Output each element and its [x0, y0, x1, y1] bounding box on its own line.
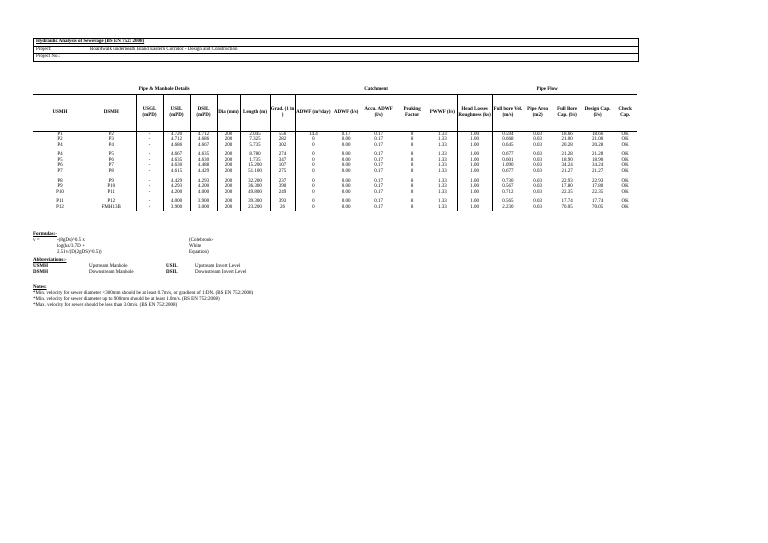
table-cell: OK	[621, 152, 629, 158]
formulas-heading: Formulas:-	[33, 232, 57, 237]
col-adwf: ADWF (m³/day)	[295, 94, 331, 131]
note-item: *Min. velocity for sewer diameter <300mm should be at least 0.7m/s, or gradient of 1:DN. (BS EN 752:2008)	[33, 291, 254, 296]
table-cell: 4.712	[190, 131, 217, 137]
table-cell: -	[136, 152, 163, 158]
table-cell: 3.900	[190, 199, 217, 205]
table-cell: 200	[217, 137, 240, 143]
table-cell: 21.00	[561, 137, 573, 143]
table-cell: 0.17	[374, 189, 383, 195]
table-cell: 1.00	[457, 205, 492, 211]
table-cell: 0.601	[502, 157, 514, 163]
table-cell: P5	[57, 157, 63, 163]
table-cell: 4.686	[163, 143, 190, 149]
column-header-row	[33, 94, 637, 131]
table-cell: 302	[270, 143, 295, 149]
table-cell: 1.33	[428, 152, 457, 158]
sheet-title: Hydraulic Analysis of Sewerage (BS EN 752: 2008)	[36, 39, 145, 44]
table-cell: 0.17	[374, 205, 383, 211]
col-peaking-factor: Peaking Factor	[396, 94, 428, 131]
table-cell: 275	[270, 169, 295, 175]
table-cell: 0.00	[341, 169, 351, 175]
hydraulic-table	[33, 87, 637, 211]
table-cell: 5.735	[240, 143, 270, 149]
table-cell: 556	[270, 131, 295, 137]
table-cell: 8	[410, 199, 414, 205]
table-cell: 1.33	[428, 158, 457, 164]
table-cell: 7.325	[240, 137, 270, 143]
table-cell: OK	[621, 157, 629, 163]
col-pwwf: PWWF (l/s)	[428, 94, 457, 131]
table-cell: P4	[108, 142, 114, 148]
table-cell: 0	[312, 199, 315, 205]
table-cell: 0.17	[374, 178, 383, 184]
table-cell: OK	[621, 184, 629, 190]
col-design-cap: Design Cap. (l/s)	[582, 94, 613, 131]
table-cell: 0.03	[533, 189, 542, 195]
table-cell: 0.712	[502, 189, 514, 195]
table-cell: P10	[107, 184, 116, 190]
project-label: Project:	[36, 46, 52, 52]
abbr-dsil: DSIL	[166, 270, 178, 275]
table-cell: 17.74	[591, 199, 604, 205]
abbr-usmh: USMH	[33, 264, 48, 269]
table-cell: 8	[410, 205, 414, 211]
table-cell: 8	[410, 157, 414, 163]
title-block	[33, 38, 639, 62]
col-head-losses: Head Losses Roughness (ks)	[457, 94, 492, 131]
formulas-section	[33, 232, 214, 255]
table-cell: 2.045	[240, 131, 270, 137]
table-cell: 4.293	[163, 184, 190, 190]
table-cell: 0.03	[533, 205, 542, 211]
table-cell: 200	[217, 143, 240, 149]
table-cell: 20.28	[591, 142, 604, 148]
table-cell: 0.03	[533, 137, 542, 143]
table-cell: P6	[108, 157, 114, 163]
table-cell: 0.17	[374, 157, 383, 163]
table-cell: 8	[410, 163, 414, 169]
table-cell: 200	[217, 205, 240, 211]
table-cell: P4	[57, 142, 63, 148]
table-cell: 20.28	[561, 142, 573, 148]
table-cell: 4.720	[163, 131, 190, 137]
note-item: *Min. velocity for sewer diameter up to 900mm should be at least 1.0m/s. (BS EN 752:2008)	[33, 297, 220, 302]
table-cell: 1.33	[428, 169, 457, 175]
col-check-cap: Check Cap.	[613, 94, 637, 131]
table-cell: 18.66	[591, 131, 604, 137]
table-cell: 1.00	[457, 137, 492, 143]
table-cell: 200	[217, 199, 240, 205]
table-cell: 1.090	[502, 163, 514, 169]
table-cell: 70.05	[591, 205, 604, 211]
table-cell: 1.33	[428, 179, 457, 185]
table-cell: 8	[410, 189, 414, 195]
table-cell: 34.24	[561, 163, 573, 169]
table-cell: P6	[57, 163, 63, 169]
table-cell: 18.90	[561, 157, 573, 163]
col-accu-adwf: Accu. ADWF (l/s)	[361, 94, 396, 131]
table-cell: P3	[108, 137, 114, 143]
table-cell: OK	[621, 137, 629, 143]
table-cell: 3.900	[163, 205, 190, 211]
table-cell: -	[136, 190, 163, 196]
col-adwf-ls: ADWF (l/s)	[331, 94, 361, 131]
table-cell: -	[136, 137, 163, 143]
table-cell: -	[136, 169, 163, 175]
table-cell: 1.33	[428, 190, 457, 196]
table-cell: P10	[56, 189, 64, 195]
table-cell: 22.93	[591, 178, 604, 184]
table-cell: 0.567	[502, 184, 514, 190]
table-cell: FMH13B	[101, 205, 121, 211]
table-cell: 51.100	[240, 169, 270, 175]
table-cell: 4.488	[190, 163, 217, 169]
table-cell: 1.33	[428, 199, 457, 205]
table-cell: 4.200	[163, 190, 190, 196]
table-cell: 4.293	[190, 179, 217, 185]
table-cell: 0	[312, 205, 315, 211]
col-full-bore-cap: Full Bore Cap. (l/s)	[552, 94, 582, 131]
col-dsmh: DSMH	[87, 94, 136, 131]
table-cell: 0.00	[341, 142, 351, 148]
table-cell: 200	[217, 163, 240, 169]
table-cell: 32.200	[240, 179, 270, 185]
col-dia: Dia (mm)	[217, 94, 240, 131]
table-cell: 4.630	[163, 163, 190, 169]
table-cell: 17.74	[561, 199, 573, 205]
table-cell: 8	[410, 152, 414, 158]
table-cell: 200	[217, 169, 240, 175]
table-cell: 390	[270, 184, 295, 190]
table-cell: 0.594	[502, 131, 514, 137]
table-row	[33, 205, 637, 211]
abbr-dsmh-desc: Downstream Manhole	[89, 270, 134, 275]
table-cell: 21.27	[591, 169, 604, 175]
table-cell: 4.000	[163, 199, 190, 205]
table-cell: 0.03	[533, 152, 542, 158]
table-cell: 1.33	[428, 143, 457, 149]
table-cell: 0.17	[374, 169, 383, 175]
table-cell: 0.565	[502, 199, 514, 205]
table-cell: P5	[108, 152, 114, 158]
abbr-dsmh: DSMH	[33, 270, 48, 275]
worksheet	[33, 38, 673, 211]
table-cell: 8	[410, 169, 414, 175]
formula-expression: -(8gDs)^0.5 x log(ks/3.7D + 2.51v/(D(2gDS)^0.5))	[57, 238, 102, 255]
table-cell: 8	[410, 131, 414, 137]
table-cell: 0.17	[374, 142, 383, 148]
table-cell: 4.000	[190, 190, 217, 196]
table-cell: 0.00	[341, 184, 351, 190]
table-cell: 0.17	[341, 131, 351, 137]
table-cell: 0.03	[533, 178, 542, 184]
table-cell: 1.00	[457, 158, 492, 164]
formula-lhs: v =	[33, 238, 40, 243]
table-cell: 0.00	[341, 189, 351, 195]
table-cell: P8	[108, 169, 114, 175]
table-cell: 0.17	[374, 152, 383, 158]
table-cell: -	[136, 179, 163, 185]
table-cell: 39.300	[240, 199, 270, 205]
table-cell: 1.33	[428, 137, 457, 143]
table-cell: 1.00	[457, 190, 492, 196]
table-cell: 1.00	[457, 152, 492, 158]
table-cell: 1.33	[428, 205, 457, 211]
abbr-usil: USIL	[166, 264, 178, 269]
note-item: *Max. velocity for sewer should be less than 3.0m/s. (BS EN 752:2008)	[33, 303, 178, 308]
table-cell: 70.05	[561, 205, 573, 211]
table-cell: 0.03	[533, 163, 542, 169]
table-cell: 0.00	[341, 163, 351, 169]
table-cell: P7	[57, 169, 63, 175]
table-cell: 4.630	[190, 158, 217, 164]
col-full-bore-vel: Full bore Vel. (m/s)	[492, 94, 523, 131]
table-cell: 1.33	[428, 131, 457, 137]
project-row	[34, 46, 638, 54]
table-cell: P1	[57, 131, 63, 137]
table-cell: 1.00	[457, 179, 492, 185]
table-cell: 0.17	[374, 163, 383, 169]
table-cell: 282	[270, 137, 295, 143]
table-cell: OK	[621, 131, 629, 137]
abbr-usmh-desc: Upstream Manhole	[89, 264, 128, 269]
table-cell: 200	[217, 184, 240, 190]
table-cell: 0.677	[502, 169, 514, 175]
table-cell: 0.00	[341, 205, 351, 211]
table-cell: 0.17	[374, 137, 383, 143]
table-cell: 21.28	[561, 152, 573, 158]
table-cell: -	[136, 143, 163, 149]
table-cell: 0	[312, 189, 315, 195]
table-cell: 18.90	[591, 157, 604, 163]
table-cell: 1.00	[457, 163, 492, 169]
table-cell: 1.00	[457, 143, 492, 149]
abbr-usil-desc: Upstream Invert Level	[195, 264, 241, 269]
table-cell: 36.300	[240, 184, 270, 190]
col-usmh: USMH	[33, 94, 87, 131]
table-cell: 0.17	[374, 184, 383, 190]
table-cell: 4.429	[190, 169, 217, 175]
table-cell: OK	[621, 205, 629, 211]
table-cell: 0.00	[341, 152, 351, 158]
abbr-dsil-desc: Downstream Invert Level	[195, 270, 247, 275]
table-cell: OK	[621, 142, 629, 148]
table-cell: 0.03	[533, 184, 542, 190]
table-cell: 8.780	[240, 152, 270, 158]
table-cell: 26	[270, 205, 295, 211]
col-dsil: DSIL (mPD)	[190, 94, 217, 131]
table-cell: 1.735	[240, 158, 270, 164]
table-cell: 0.03	[533, 169, 542, 175]
table-cell: -	[136, 205, 163, 211]
table-cell: 8	[410, 184, 414, 190]
table-cell: 0.00	[341, 199, 351, 205]
table-cell: -	[136, 131, 163, 137]
group-pipe-flow: Pipe Flow	[457, 87, 637, 95]
table-cell: 0.645	[502, 142, 514, 148]
table-cell: 4.200	[190, 184, 217, 190]
table-cell: 200	[217, 152, 240, 158]
table-cell: 237	[270, 179, 295, 185]
table-cell: 0	[312, 152, 315, 158]
table-cell: 4.615	[163, 169, 190, 175]
table-cell: 22.35	[591, 189, 604, 195]
table-cell: 2.230	[502, 205, 514, 211]
table-cell: 0	[312, 142, 315, 148]
table-cell: 0.17	[374, 199, 383, 205]
table-cell: -	[136, 184, 163, 190]
table-cell: 4.667	[163, 152, 190, 158]
table-cell: 17.80	[561, 184, 573, 190]
table-cell: 23.200	[240, 205, 270, 211]
project-no-label: Project No.:	[34, 53, 638, 61]
table-cell: P11	[107, 189, 116, 195]
formula-line	[33, 238, 214, 255]
table-cell: -	[136, 158, 163, 164]
table-cell: 0.730	[502, 178, 514, 184]
notes-section	[33, 285, 433, 309]
table-cell: OK	[621, 169, 629, 175]
table-cell: 21.27	[561, 169, 573, 175]
table-body	[33, 131, 637, 211]
table-cell: 8	[410, 142, 414, 148]
group-header-row	[33, 87, 637, 95]
table-cell: 0.03	[533, 131, 542, 137]
table-cell: 347	[270, 158, 295, 164]
table-cell: 200	[217, 131, 240, 137]
table-cell: 393	[270, 199, 295, 205]
table-cell: 21.28	[591, 152, 604, 158]
table-cell: 0	[312, 169, 315, 175]
table-cell: 4.635	[190, 152, 217, 158]
table-cell: 0.677	[502, 152, 514, 158]
table-cell: P9	[57, 184, 63, 190]
table-cell: 1.33	[428, 163, 457, 169]
table-cell: 21.00	[591, 137, 604, 143]
table-cell: 8	[410, 137, 414, 143]
table-cell: 200	[217, 190, 240, 196]
table-cell: 1.00	[457, 131, 492, 137]
table-cell: 107	[270, 163, 295, 169]
col-usil: USIL (mPD)	[163, 94, 190, 131]
table-cell: OK	[621, 189, 629, 195]
table-cell: P12	[56, 205, 64, 211]
table-cell: P4	[57, 152, 63, 158]
table-cell: 200	[217, 158, 240, 164]
table-cell: P11	[56, 199, 64, 205]
table-cell: 274	[270, 152, 295, 158]
table-cell: 0.03	[533, 142, 542, 148]
table-cell: OK	[621, 178, 629, 184]
table-cell: 4.429	[163, 179, 190, 185]
group-pipe-manhole: Pipe & Manhole Details	[33, 87, 295, 95]
table-cell: 0	[312, 163, 315, 169]
table-cell: 18.66	[561, 131, 573, 137]
table-cell: 0.668	[502, 137, 514, 143]
abbreviations-section	[33, 258, 333, 276]
table-cell: OK	[621, 199, 629, 205]
table-cell: 4.686	[190, 137, 217, 143]
col-grad: Grad. (1 in )	[270, 94, 295, 131]
table-cell: 17.80	[591, 184, 604, 190]
table-cell: 4.712	[163, 137, 190, 143]
table-cell: 1.00	[457, 199, 492, 205]
table-cell: 14.4	[308, 131, 318, 137]
table-cell: 22.93	[561, 178, 573, 184]
table-cell: 49.800	[240, 190, 270, 196]
col-usgl: USGL (mPD)	[136, 94, 163, 131]
table-cell: 34.24	[591, 163, 604, 169]
project-value: Boardwalk underneath Island Eastern Corridor - Design and Construction	[90, 46, 238, 52]
formula-note: (Colebrook-White Equation)	[189, 238, 214, 255]
table-cell: 0.03	[533, 199, 542, 205]
table-cell: 0.03	[533, 157, 542, 163]
table-cell: 15.200	[240, 163, 270, 169]
table-cell: 249	[270, 190, 295, 196]
table-cell: -	[136, 199, 163, 205]
table-cell: 8	[410, 178, 414, 184]
table-cell: -	[136, 163, 163, 169]
table-cell: 0	[312, 157, 315, 163]
table-cell: OK	[621, 163, 629, 169]
table-cell: 4.635	[163, 158, 190, 164]
table-cell: P7	[108, 163, 114, 169]
table-cell: 22.35	[561, 189, 573, 195]
table-cell: 0	[312, 184, 315, 190]
table-cell: 1.00	[457, 184, 492, 190]
group-catchment: Catchment	[295, 87, 457, 95]
table-cell: 0.00	[341, 178, 351, 184]
col-length: Length (m)	[240, 94, 270, 131]
table-cell: 4.667	[190, 143, 217, 149]
table-cell: 1.33	[428, 184, 457, 190]
table-cell: 0	[312, 178, 315, 184]
table-cell: 0	[312, 137, 315, 143]
table-cell: 0.17	[374, 131, 383, 137]
table-cell: 0.00	[341, 137, 351, 143]
table-cell: 0.00	[341, 157, 351, 163]
notes-heading: Notes:	[33, 285, 47, 290]
table-cell: P12	[107, 199, 116, 205]
abbreviations-heading: Abbreviations:-	[33, 258, 67, 263]
table-cell: 1.00	[457, 169, 492, 175]
table-cell: 200	[217, 179, 240, 185]
table-cell: P8	[57, 178, 63, 184]
abbreviation-list	[33, 264, 333, 276]
table-cell: P9	[108, 178, 114, 184]
table-cell: P2	[108, 131, 114, 137]
table-cell: P2	[57, 137, 63, 143]
table-cell: 3.000	[190, 205, 217, 211]
col-pipe-area: Pipe Area (m2)	[523, 94, 552, 131]
